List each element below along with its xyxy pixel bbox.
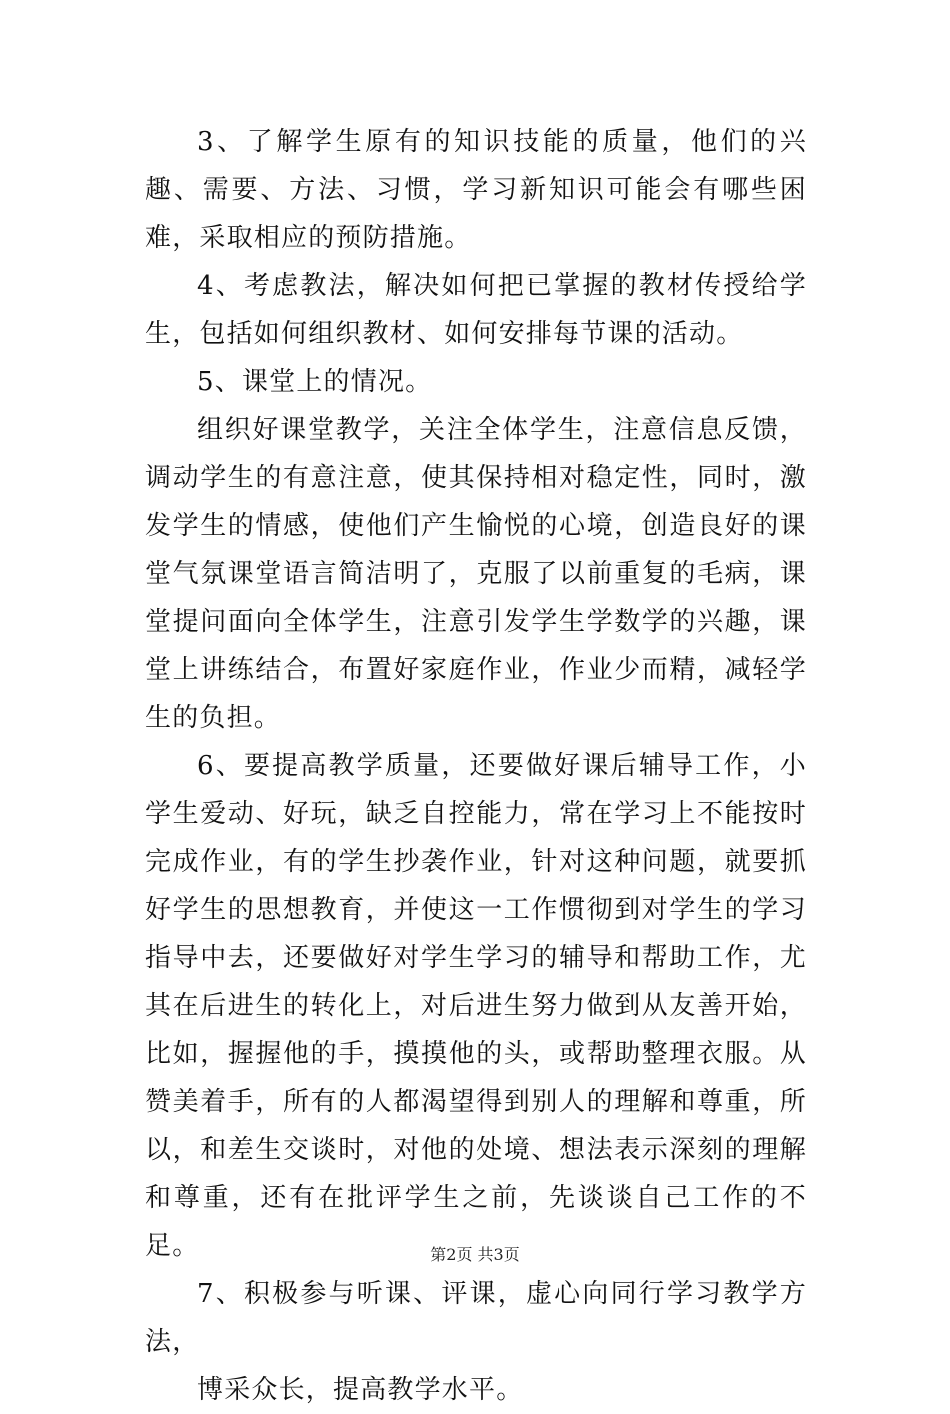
- paragraph-item-7-continuation: 博采众长，提高教学水平。: [197, 1375, 524, 1405]
- paragraph-classroom-details: 组织好课堂教学，关注全体学生，注意信息反馈，调动学生的有意注意，使其保持相对稳定性，同时，激发学生的情感，使他们产生愉悦的心境，创造良好的课堂气氛课堂语言简洁明了，克服了以前重复的毛病，课堂提问面向全体学生，注意引发学生学数学的兴趣，课堂上讲练结合，布置好家庭作业，作业少而精，减轻学生的负担。: [145, 415, 807, 733]
- paragraph-item-3: 3、了解学生原有的知识技能的质量，他们的兴趣、需要、方法、习惯，学习新知识可能会有哪些困难，采取相应的预防措施。: [145, 127, 807, 253]
- paragraph-item-6: 6、要提高教学质量，还要做好课后辅导工作，小学生爱动、好玩，缺乏自控能力，常在学习上不能按时完成作业，有的学生抄袭作业，针对这种问题，就要抓好学生的思想教育，并使这一工作惯彻到对学生的学习指导中去，还要做好对学生学习的辅导和帮助工作，尤其在后进生的转化上，对后进生努力做到从友善开始，比如，握握他的手，摸摸他的头，或帮助整理衣服。从赞美着手，所有的人都渴望得到别人的理解和尊重，所以，和差生交谈时，对他的处境、想法表示深刻的理解和尊重，还有在批评学生之前，先谈谈自己工作的不足。: [145, 751, 807, 1261]
- paragraph-item-7: 7、积极参与听课、评课，虚心向同行学习教学方法，: [145, 1279, 807, 1357]
- page-number-footer: 第2页 共3页: [430, 1245, 520, 1264]
- paragraph-item-4: 4、考虑教法，解决如何把已掌握的教材传授给学生，包括如何组织教材、如何安排每节课的活动。: [145, 271, 807, 349]
- document-body: [145, 118, 807, 1414]
- paragraph-item-5: 5、课堂上的情况。: [197, 367, 433, 397]
